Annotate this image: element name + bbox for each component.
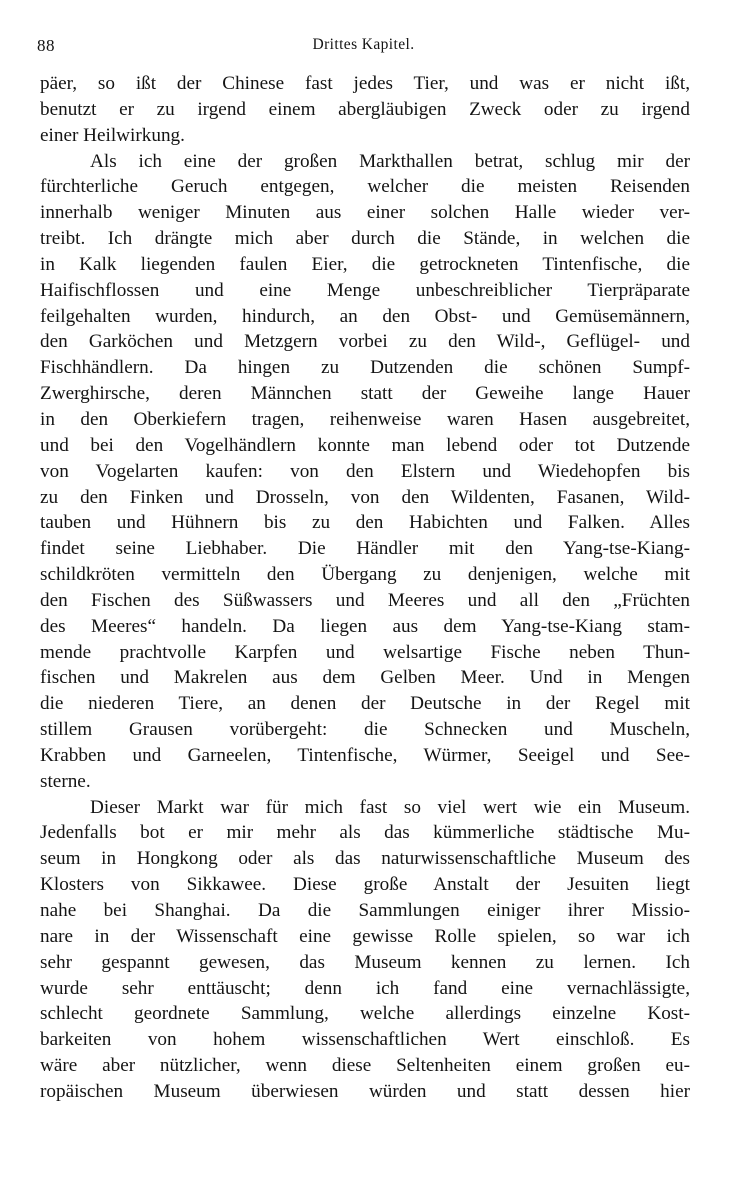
text-line: einer Heilwirkung. <box>40 124 185 146</box>
text-line: schlecht geordnete Sammlung, welche allerdings einzelne Kost- <box>40 1003 690 1025</box>
text-line: benutzt er zu irgend einem abergläubigen Zweck oder zu irgend <box>40 98 690 120</box>
text-line: Als ich eine der großen Markthallen betrat, schlug mir der <box>90 150 690 172</box>
text-line: päer, so ißt der Chinese fast jedes Tier, und was er nicht ißt, <box>40 73 690 94</box>
text-line: fürchterliche Geruch entgegen, welcher die meisten Reisenden <box>40 176 690 198</box>
text-line: barkeiten von hohem wissenschaftlichen Wert einschloß. Es <box>40 1029 690 1051</box>
text-line: von Vogelarten kaufen: von den Elstern und Wiedehopfen bis <box>40 460 690 482</box>
page-header <box>37 36 690 58</box>
text-line: nare in der Wissenschaft eine gewisse Rolle spielen, so war ich <box>40 925 690 947</box>
body-text <box>40 71 690 1105</box>
paragraph <box>40 795 690 1105</box>
text-line: sterne. <box>40 770 91 792</box>
text-line: Dieser Markt war für mich fast so viel wert wie ein Museum. <box>90 796 690 818</box>
text-line: in Kalk liegenden faulen Eier, die getrockneten Tintenfische, die <box>40 253 690 275</box>
text-line: findet seine Liebhaber. Die Händler mit den Yang-tse-Kiang- <box>40 538 690 560</box>
text-line: zu den Finken und Drosseln, von den Wildenten, Fasanen, Wild- <box>40 486 690 508</box>
text-line: Haifischflossen und eine Menge unbeschreiblicher Tierpräparate <box>40 279 690 301</box>
text-line: Zwerghirsche, deren Männchen statt der Geweihe lange Hauer <box>40 383 690 405</box>
text-line: sehr gespannt gewesen, das Museum kennen zu lernen. Ich <box>40 951 690 973</box>
text-line: treibt. Ich drängte mich aber durch die Stände, in welchen die <box>40 228 690 250</box>
text-line: die niederen Tiere, an denen der Deutsche in der Regel mit <box>40 693 690 715</box>
text-line: ropäischen Museum überwiesen würden und statt dessen hier <box>40 1080 690 1102</box>
text-line: Jedenfalls bot er mir mehr als das kümmerliche städtische Mu- <box>40 822 690 844</box>
text-line: wurde sehr enttäuscht; denn ich fand eine vernachlässigte, <box>40 977 690 999</box>
text-line: Klosters von Sikkawee. Diese große Anstalt der Jesuiten liegt <box>40 874 690 896</box>
page-number: 88 <box>37 36 55 55</box>
text-line: innerhalb weniger Minuten aus einer solchen Halle wieder ver- <box>40 202 690 224</box>
text-line: Krabben und Garneelen, Tintenfische, Würmer, Seeigel und See- <box>40 744 690 766</box>
text-line: stillem Grausen vorübergeht: die Schnecken und Muscheln, <box>40 719 690 741</box>
text-line: den Fischen des Süßwassers und Meeres und all den „Früchten <box>40 589 690 611</box>
text-line: fischen und Makrelen aus dem Gelben Meer. Und in Mengen <box>40 667 690 689</box>
text-line: des Meeres“ handeln. Da liegen aus dem Yang-tse-Kiang stam- <box>40 615 690 637</box>
text-line: in den Oberkiefern tragen, reihenweise waren Hasen ausgebreitet, <box>40 408 690 430</box>
text-line: feilgehalten wurden, hindurch, an den Obst- und Gemüsemännern, <box>40 305 690 327</box>
text-line: nahe bei Shanghai. Da die Sammlungen einiger ihrer Missio- <box>40 900 690 921</box>
text-line: und bei den Vogelhändlern konnte man lebend oder tot Dutzende <box>40 434 690 456</box>
text-line: tauben und Hühnern bis zu den Habichten und Falken. Alles <box>40 512 690 534</box>
paragraph <box>40 71 690 149</box>
text-line: mende prachtvolle Karpfen und welsartige Fische neben Thun- <box>40 641 690 663</box>
paragraph <box>40 149 690 795</box>
text-line: seum in Hongkong oder als das naturwissenschaftliche Museum des <box>40 848 690 870</box>
text-line: den Garköchen und Metzgern vorbei zu den Wild-, Geflügel- und <box>40 331 690 353</box>
text-line: Fischhändlern. Da hingen zu Dutzenden die schönen Sumpf- <box>40 357 690 379</box>
running-title: Drittes Kapitel. <box>312 36 415 53</box>
text-line: schildkröten vermitteln den Übergang zu denjenigen, welche mit <box>40 564 690 586</box>
text-line: wäre aber nützlicher, wenn diese Seltenheiten einem großen eu- <box>40 1055 690 1077</box>
